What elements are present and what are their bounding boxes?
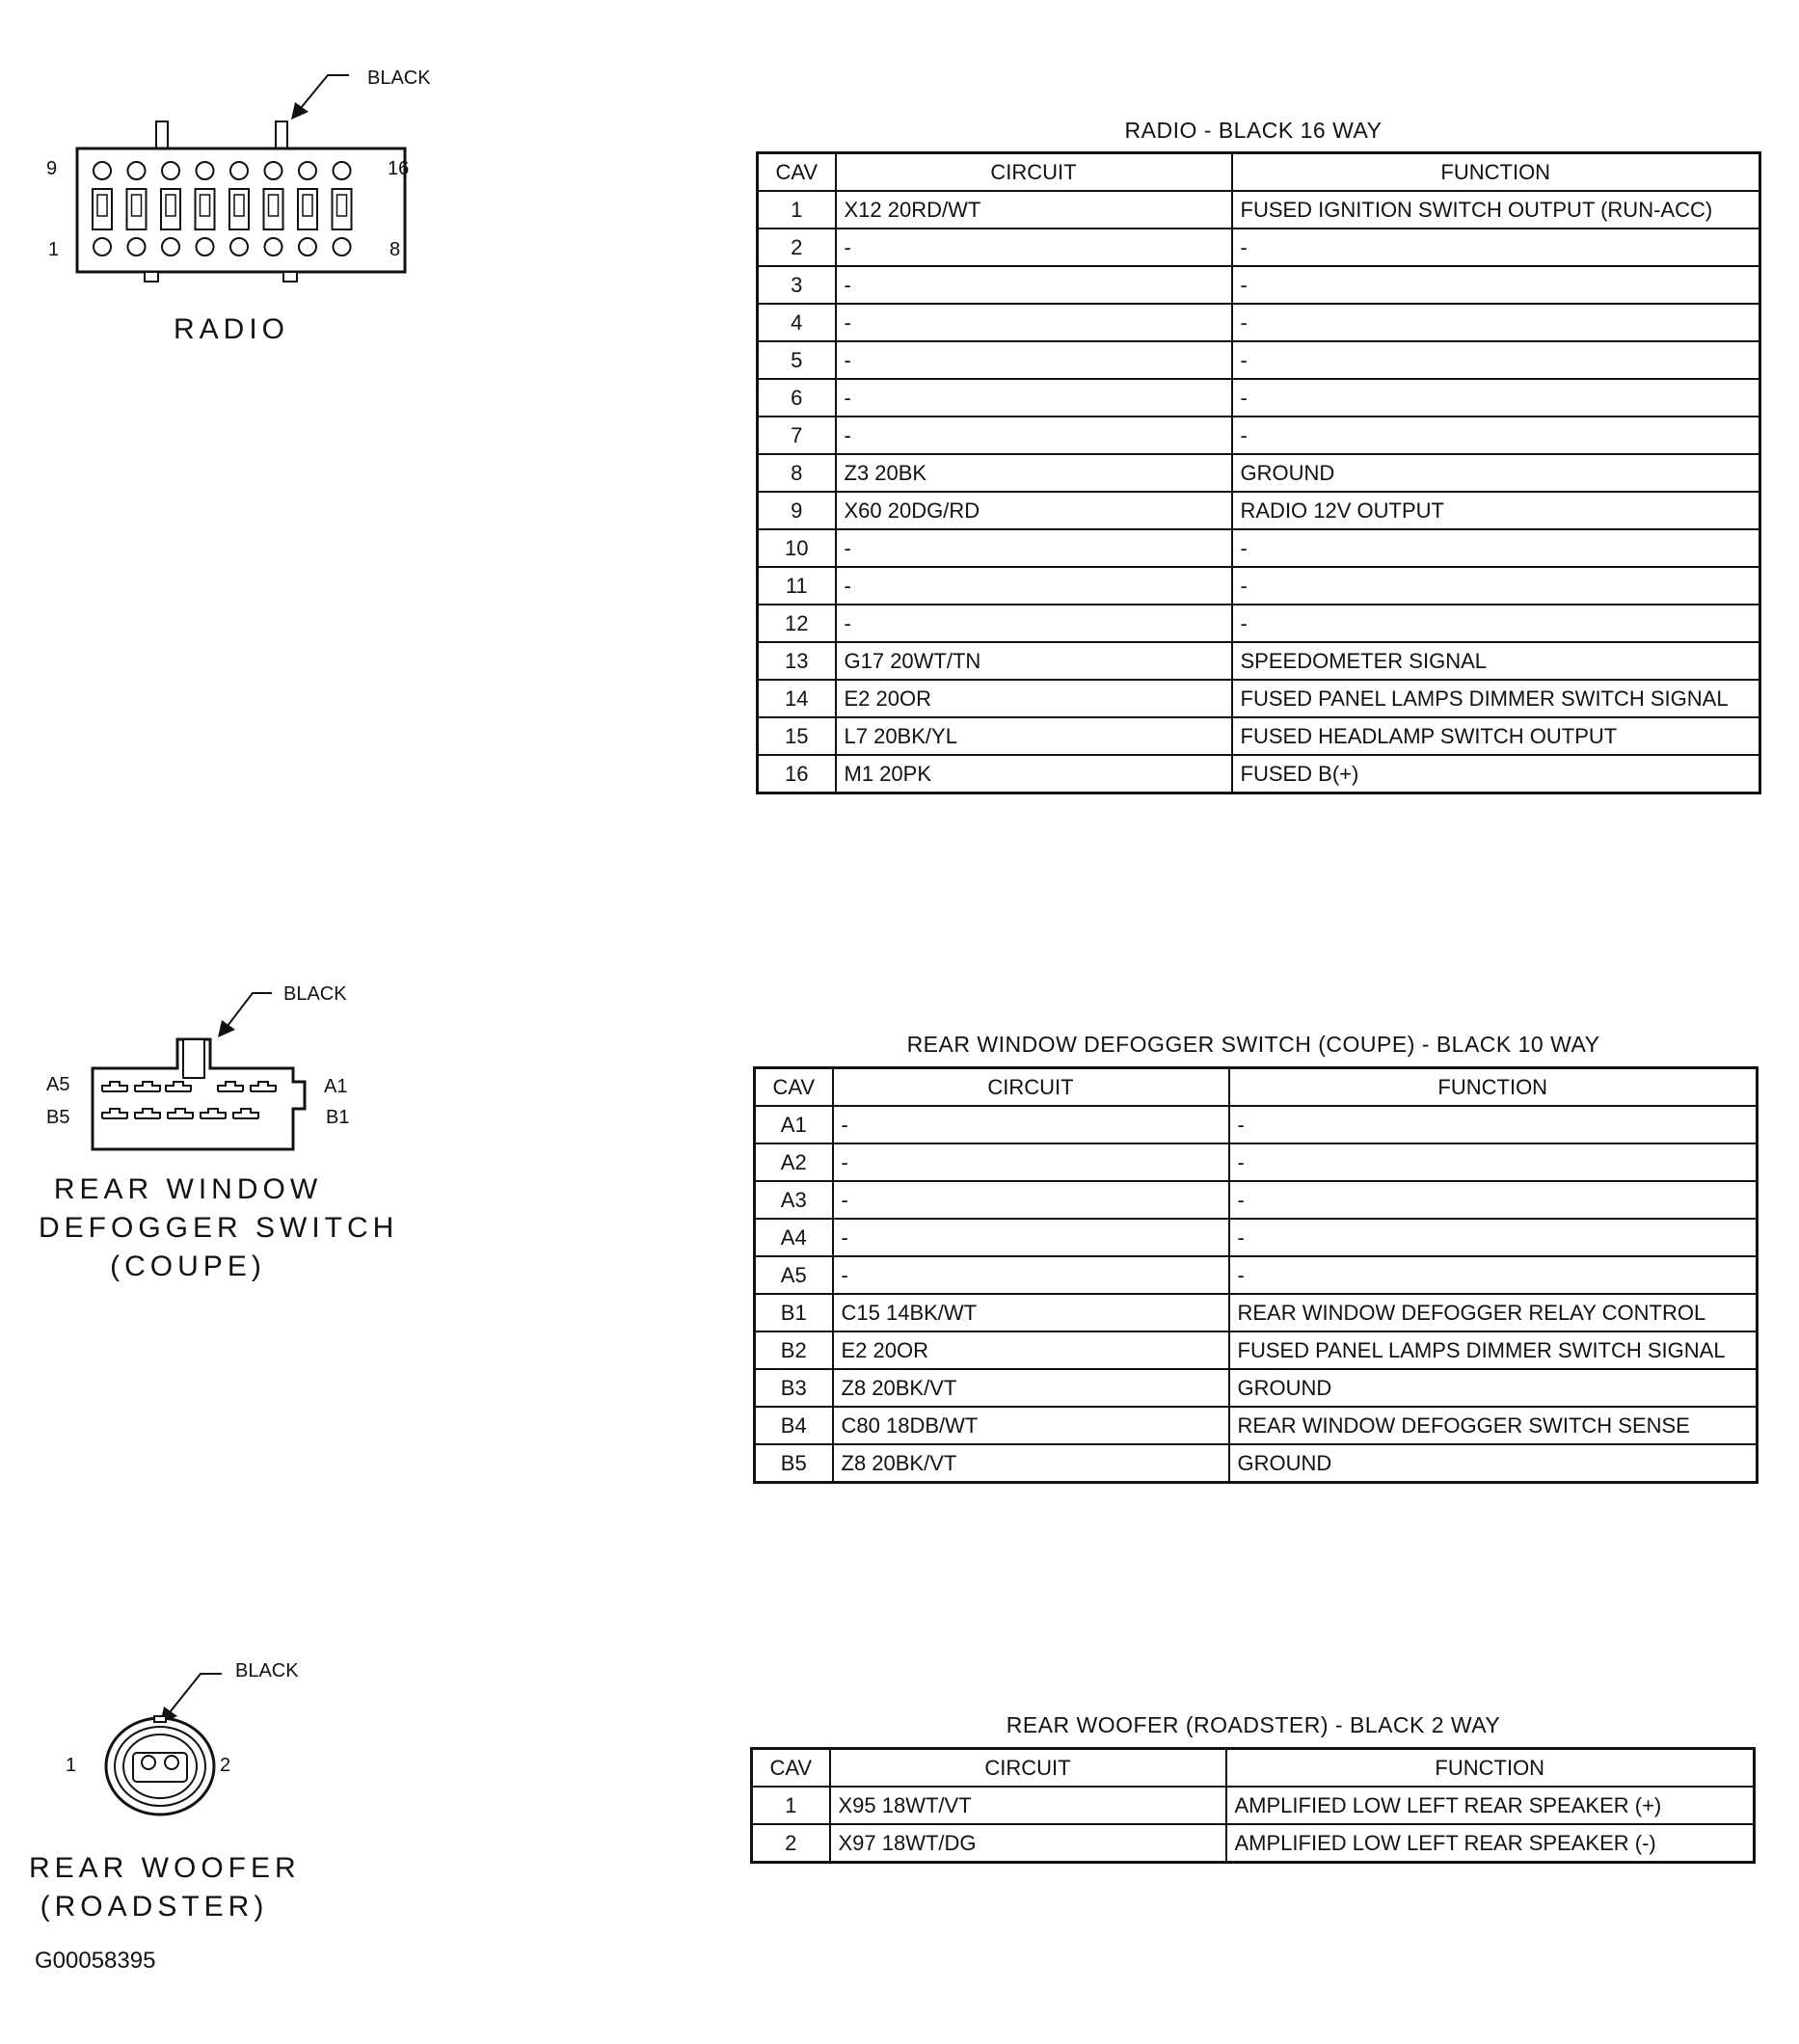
table-row xyxy=(758,191,1760,229)
circuit-cell: - xyxy=(836,605,1232,642)
header-cav: CAV xyxy=(755,1068,833,1107)
radio-connector-label: RADIO xyxy=(173,313,289,345)
terminal-latch xyxy=(132,195,142,216)
header-cav: CAV xyxy=(752,1749,830,1788)
function-cell: FUSED B(+) xyxy=(1232,755,1760,793)
function-cell: REAR WINDOW DEFOGGER RELAY CONTROL xyxy=(1229,1294,1758,1331)
circuit-cell: - xyxy=(836,379,1232,417)
defogger-label-line-1: REAR WINDOW xyxy=(53,1173,323,1205)
pin-circle xyxy=(197,162,214,179)
woofer-label-line-2: (ROADSTER) xyxy=(40,1891,269,1923)
circuit-cell: Z8 20BK/VT xyxy=(833,1369,1229,1407)
table-row xyxy=(755,1256,1758,1294)
cav-cell: B5 xyxy=(755,1444,833,1483)
pin-circle xyxy=(94,238,111,256)
defogger-callout-arrowhead xyxy=(218,1020,235,1037)
terminal-latch xyxy=(201,195,210,216)
function-cell: REAR WINDOW DEFOGGER SWITCH SENSE xyxy=(1229,1407,1758,1444)
table-row xyxy=(758,642,1760,680)
table-row xyxy=(755,1294,1758,1331)
cav-cell: A1 xyxy=(755,1106,833,1143)
function-cell: - xyxy=(1232,266,1760,304)
table-row xyxy=(755,1219,1758,1256)
pin-circle xyxy=(94,162,111,179)
pin-circle xyxy=(162,162,179,179)
radio-pin-label-16: 16 xyxy=(388,158,410,179)
radio-callout-leader xyxy=(301,75,349,108)
table-row xyxy=(758,379,1760,417)
header-circuit: CIRCUIT xyxy=(830,1749,1226,1788)
circuit-cell: - xyxy=(836,417,1232,454)
table-row xyxy=(755,1331,1758,1369)
woofer-black-callout: BLACK xyxy=(235,1660,299,1681)
terminal-latch xyxy=(234,195,244,216)
cav-cell: 11 xyxy=(758,567,836,605)
circuit-cell: - xyxy=(836,266,1232,304)
terminal-latch xyxy=(337,195,347,216)
defogger-table-title: REAR WINDOW DEFOGGER SWITCH (COUPE) - BLACK 10 WAY xyxy=(906,1032,1600,1057)
defogger-label-line-3: (COUPE) xyxy=(110,1251,266,1282)
circuit-cell: - xyxy=(836,229,1232,266)
cav-cell: A4 xyxy=(755,1219,833,1256)
pin-circle xyxy=(128,162,146,179)
circuit-cell: X97 18WT/DG xyxy=(830,1824,1226,1863)
circuit-cell: X60 20DG/RD xyxy=(836,492,1232,529)
defogger-pin-label-a1: A1 xyxy=(324,1076,348,1097)
cav-cell: B3 xyxy=(755,1369,833,1407)
cav-cell: 2 xyxy=(752,1824,830,1863)
function-cell: - xyxy=(1229,1256,1758,1294)
circuit-cell: E2 20OR xyxy=(836,680,1232,717)
radio-black-callout: BLACK xyxy=(367,67,431,89)
woofer-label-line-1: REAR WOOFER xyxy=(29,1852,301,1884)
defogger-callout-leader xyxy=(228,993,272,1026)
function-cell: - xyxy=(1232,567,1760,605)
cav-cell: A2 xyxy=(755,1143,833,1181)
table-row xyxy=(758,417,1760,454)
circuit-cell: - xyxy=(836,304,1232,341)
defogger-connector-drawing xyxy=(39,974,424,1167)
circuit-cell: X95 18WT/VT xyxy=(830,1787,1226,1824)
woofer-pin-label-2: 2 xyxy=(220,1755,231,1776)
defogger-label-line-2: DEFOGGER SWITCH xyxy=(39,1212,399,1244)
circuit-cell: - xyxy=(833,1106,1229,1143)
table-row xyxy=(755,1181,1758,1219)
circuit-cell: C80 18DB/WT xyxy=(833,1407,1229,1444)
function-cell: GROUND xyxy=(1229,1444,1758,1483)
woofer-table-title: REAR WOOFER (ROADSTER) - BLACK 2 WAY xyxy=(1006,1712,1501,1737)
cav-cell: 16 xyxy=(758,755,836,793)
table-row xyxy=(755,1143,1758,1181)
header-circuit: CIRCUIT xyxy=(836,153,1232,192)
cav-cell: 6 xyxy=(758,379,836,417)
cav-cell: B1 xyxy=(755,1294,833,1331)
function-cell: FUSED HEADLAMP SWITCH OUTPUT xyxy=(1232,717,1760,755)
function-cell: GROUND xyxy=(1232,454,1760,492)
circuit-cell: L7 20BK/YL xyxy=(836,717,1232,755)
table-row xyxy=(758,454,1760,492)
circuit-cell: - xyxy=(836,341,1232,379)
function-cell: FUSED PANEL LAMPS DIMMER SWITCH SIGNAL xyxy=(1232,680,1760,717)
cav-cell: 7 xyxy=(758,417,836,454)
woofer-pinout-table xyxy=(750,1747,1756,1864)
pin-circle xyxy=(299,238,316,256)
table-row xyxy=(758,304,1760,341)
function-cell: - xyxy=(1232,417,1760,454)
function-cell: RADIO 12V OUTPUT xyxy=(1232,492,1760,529)
circuit-cell: - xyxy=(833,1219,1229,1256)
terminal-latch xyxy=(97,195,107,216)
cav-cell: 12 xyxy=(758,605,836,642)
cav-cell: 14 xyxy=(758,680,836,717)
pin-circle xyxy=(334,162,351,179)
terminal-latch xyxy=(303,195,312,216)
table-row xyxy=(755,1407,1758,1444)
defogger-pinout-table xyxy=(753,1066,1759,1484)
defogger-black-callout: BLACK xyxy=(283,983,347,1005)
header-function: FUNCTION xyxy=(1229,1068,1758,1107)
circuit-cell: Z3 20BK xyxy=(836,454,1232,492)
cav-cell: 4 xyxy=(758,304,836,341)
defogger-pin-label-b5: B5 xyxy=(46,1107,70,1128)
table-row xyxy=(758,755,1760,793)
terminal-latch xyxy=(269,195,279,216)
cav-cell: A3 xyxy=(755,1181,833,1219)
header-function: FUNCTION xyxy=(1232,153,1760,192)
woofer-connector-drawing xyxy=(58,1658,309,1822)
table-row xyxy=(758,229,1760,266)
cav-cell: 3 xyxy=(758,266,836,304)
cav-cell: 9 xyxy=(758,492,836,529)
circuit-cell: C15 14BK/WT xyxy=(833,1294,1229,1331)
table-row xyxy=(758,605,1760,642)
pin-circle xyxy=(299,162,316,179)
function-cell: AMPLIFIED LOW LEFT REAR SPEAKER (-) xyxy=(1226,1824,1755,1863)
cav-cell: A5 xyxy=(755,1256,833,1294)
cav-cell: 5 xyxy=(758,341,836,379)
figure-id: G00058395 xyxy=(35,1948,156,1974)
cav-cell: 2 xyxy=(758,229,836,266)
cav-cell: B2 xyxy=(755,1331,833,1369)
function-cell: - xyxy=(1232,529,1760,567)
circuit-cell: - xyxy=(833,1143,1229,1181)
woofer-pin-label-1: 1 xyxy=(66,1755,77,1776)
defogger-pin-label-a5: A5 xyxy=(46,1074,70,1095)
radio-pin-label-8: 8 xyxy=(389,239,401,260)
table-row xyxy=(752,1824,1755,1863)
table-row xyxy=(758,717,1760,755)
cav-cell: 1 xyxy=(758,191,836,229)
circuit-cell: E2 20OR xyxy=(833,1331,1229,1369)
cav-cell: 15 xyxy=(758,717,836,755)
radio-pinout-table xyxy=(756,151,1761,794)
table-row xyxy=(755,1369,1758,1407)
radio-connector-drawing xyxy=(39,58,443,309)
function-cell: - xyxy=(1232,229,1760,266)
pin-circle xyxy=(265,238,282,256)
function-cell: - xyxy=(1232,605,1760,642)
circuit-cell: G17 20WT/TN xyxy=(836,642,1232,680)
table-row xyxy=(758,680,1760,717)
function-cell: GROUND xyxy=(1229,1369,1758,1407)
function-cell: FUSED IGNITION SWITCH OUTPUT (RUN-ACC) xyxy=(1232,191,1760,229)
function-cell: FUSED PANEL LAMPS DIMMER SWITCH SIGNAL xyxy=(1229,1331,1758,1369)
pin-circle xyxy=(265,162,282,179)
circuit-cell: - xyxy=(836,529,1232,567)
function-cell: - xyxy=(1229,1143,1758,1181)
table-row xyxy=(755,1106,1758,1143)
pin-circle xyxy=(197,238,214,256)
table-row xyxy=(758,341,1760,379)
function-cell: - xyxy=(1229,1106,1758,1143)
function-cell: - xyxy=(1229,1181,1758,1219)
header-cav: CAV xyxy=(758,153,836,192)
cav-cell: 1 xyxy=(752,1787,830,1824)
function-cell: SPEEDOMETER SIGNAL xyxy=(1232,642,1760,680)
function-cell: - xyxy=(1232,341,1760,379)
table-row xyxy=(758,529,1760,567)
function-cell: - xyxy=(1232,304,1760,341)
radio-table-title: RADIO - BLACK 16 WAY xyxy=(1124,118,1383,143)
pin-circle xyxy=(230,238,248,256)
pin-circle xyxy=(128,238,146,256)
cav-cell: 13 xyxy=(758,642,836,680)
woofer-callout-leader xyxy=(170,1674,222,1712)
table-row xyxy=(755,1444,1758,1483)
terminal-latch xyxy=(166,195,175,216)
circuit-cell: X12 20RD/WT xyxy=(836,191,1232,229)
header-circuit: CIRCUIT xyxy=(833,1068,1229,1107)
table-row xyxy=(752,1787,1755,1824)
pin-circle xyxy=(162,238,179,256)
function-cell: AMPLIFIED LOW LEFT REAR SPEAKER (+) xyxy=(1226,1787,1755,1824)
circuit-cell: M1 20PK xyxy=(836,755,1232,793)
cav-cell: 8 xyxy=(758,454,836,492)
cav-cell: B4 xyxy=(755,1407,833,1444)
defogger-pin-label-b1: B1 xyxy=(326,1107,350,1128)
header-function: FUNCTION xyxy=(1226,1749,1755,1788)
radio-pin-label-1: 1 xyxy=(48,239,60,260)
circuit-cell: - xyxy=(833,1181,1229,1219)
radio-callout-arrowhead xyxy=(291,102,309,120)
cav-cell: 10 xyxy=(758,529,836,567)
table-row xyxy=(758,492,1760,529)
pin-circle xyxy=(334,238,351,256)
radio-pin-label-9: 9 xyxy=(46,158,58,179)
table-row xyxy=(758,266,1760,304)
circuit-cell: - xyxy=(833,1256,1229,1294)
circuit-cell: Z8 20BK/VT xyxy=(833,1444,1229,1483)
circuit-cell: - xyxy=(836,567,1232,605)
pin-circle xyxy=(230,162,248,179)
function-cell: - xyxy=(1229,1219,1758,1256)
function-cell: - xyxy=(1232,379,1760,417)
table-row xyxy=(758,567,1760,605)
